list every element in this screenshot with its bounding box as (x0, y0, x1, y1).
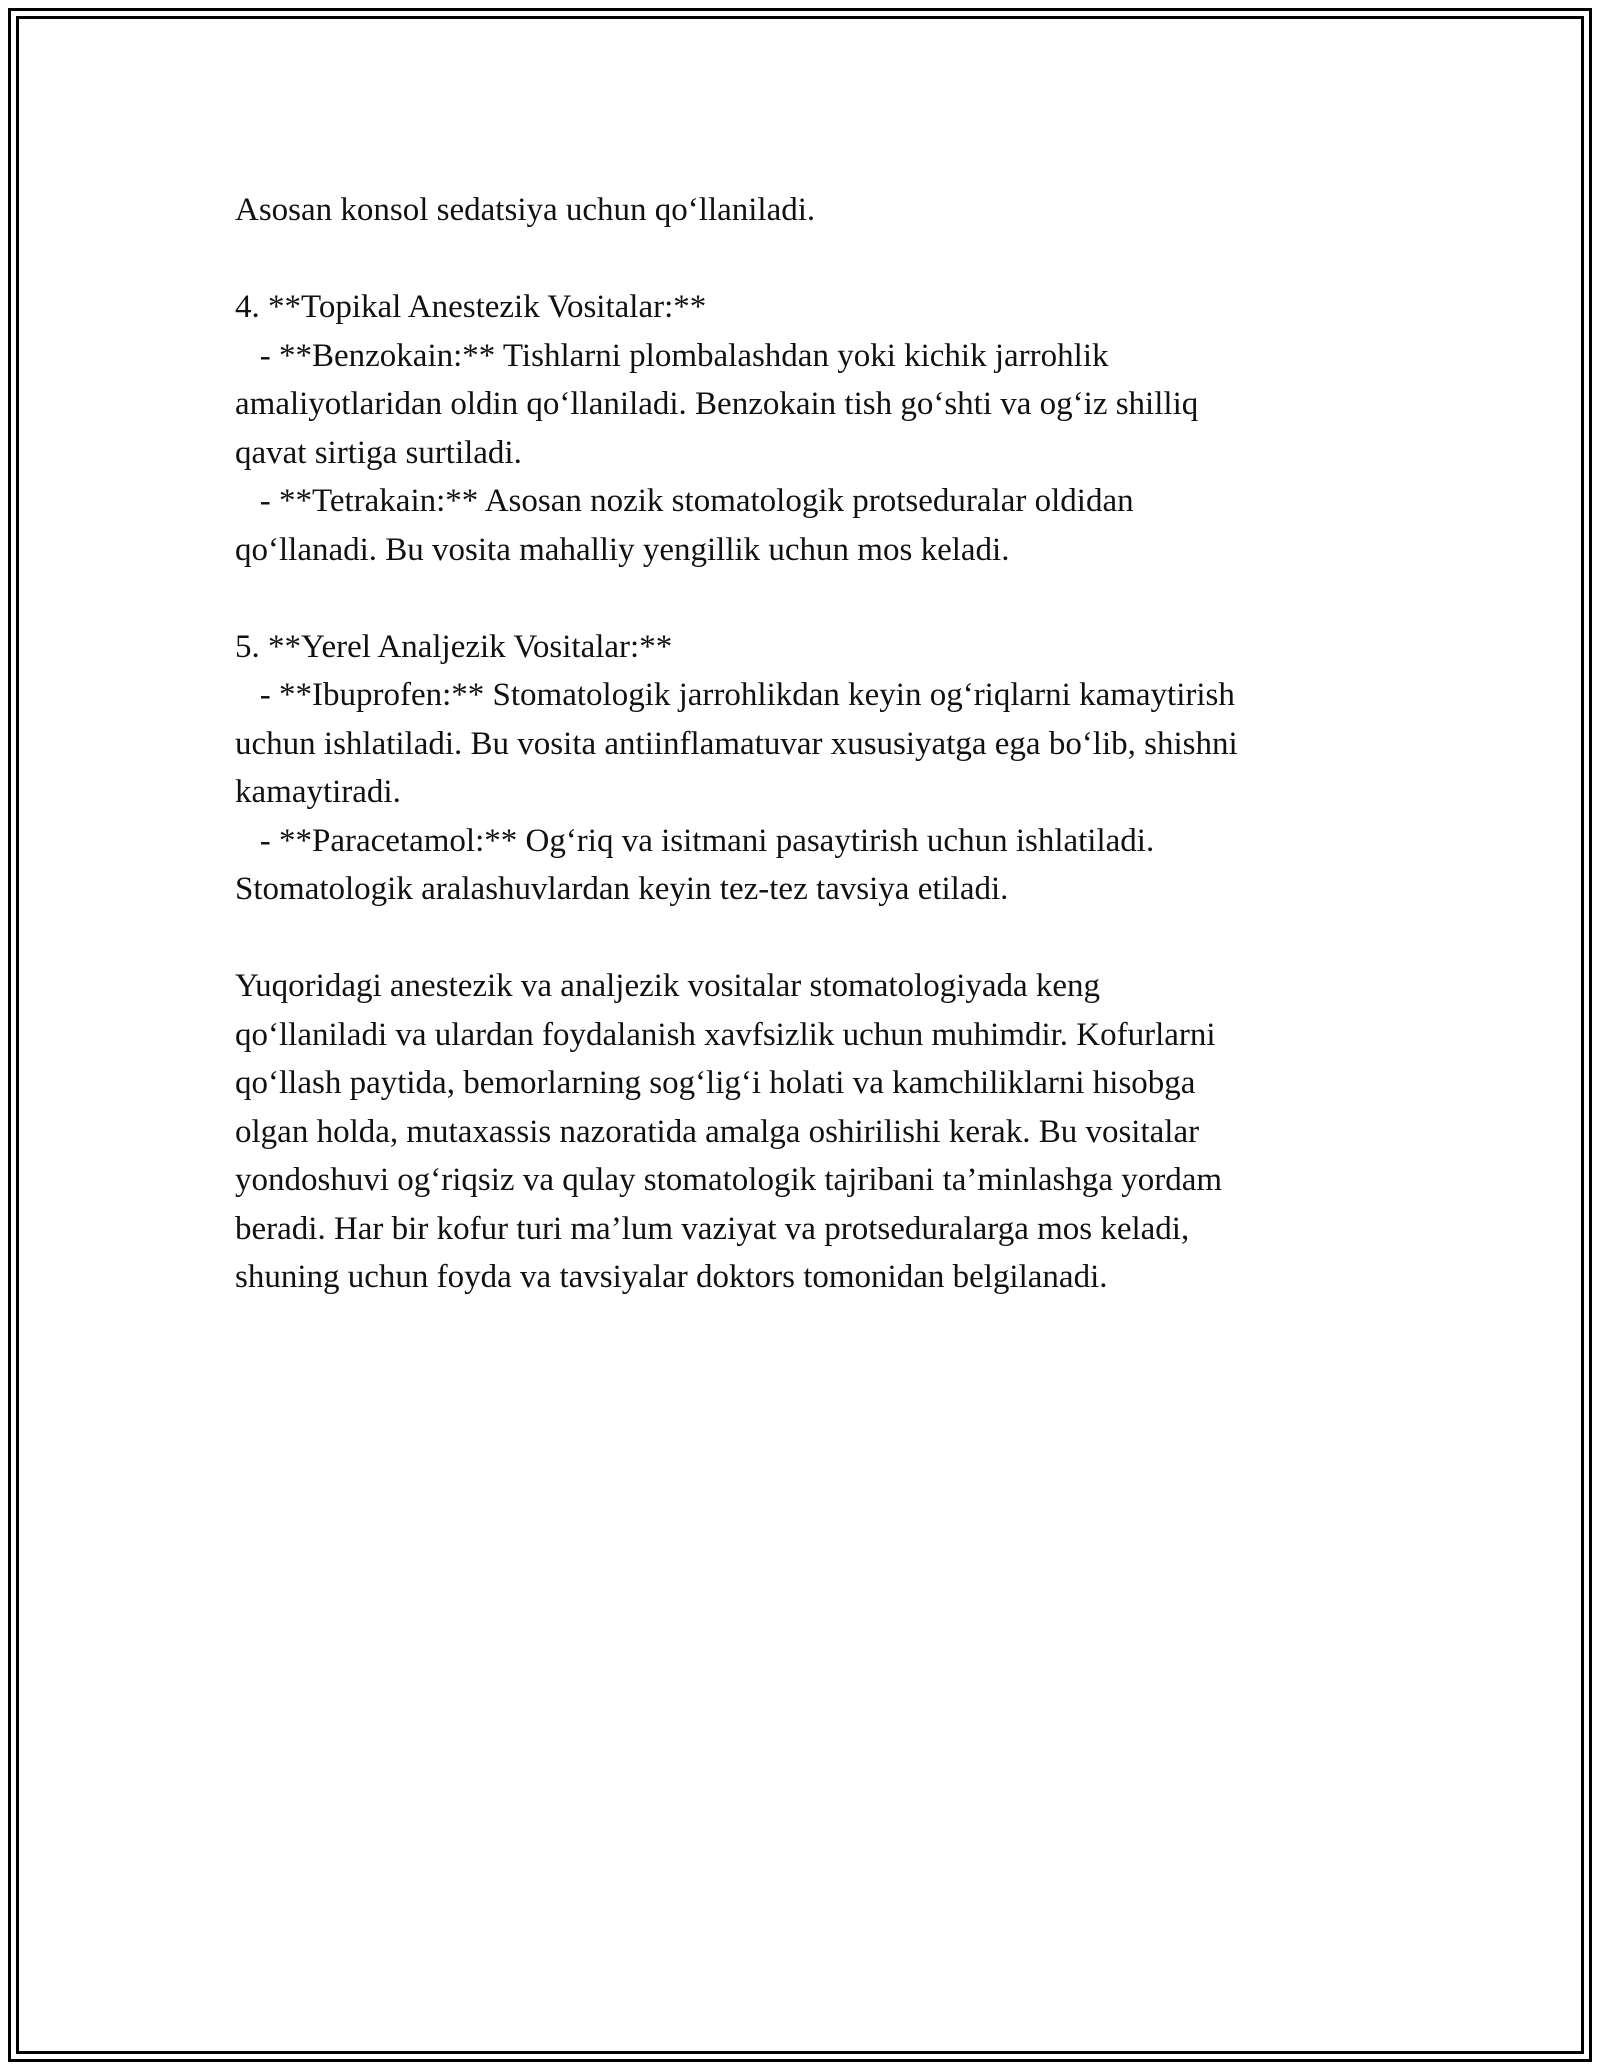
blank-line (235, 235, 1375, 284)
section-5-heading: 5. **Yerel Analjezik Vositalar:** (235, 628, 673, 665)
section-4-item-benzokain: - **Benzokain:** Tishlarni plombalashdan yoki kichik jarrohlik amaliyotlaridan oldin qo‘llaniladi. Benzokain tish go‘shti va og‘iz shilliq qavat sirtiga surtiladi. (235, 337, 1199, 471)
intro-line: Asosan konsol sedatsiya uchun qo‘llaniladi. (235, 192, 816, 228)
section-4-item-tetrakain: - **Tetrakain:** Asosan nozik stomatologik protseduralar oldidan qo‘llanadi. Bu vosita mahalliy yengillik uchun mos keladi. (235, 483, 1134, 568)
section-5-item-paracetamol: - **Paracetamol:** Og‘riq va isitmani pasaytirish uchun ishlatiladi. Stomatologik aralashuvlardan keyin tez-tez tavsiya etiladi. (235, 822, 1155, 907)
blank-line (235, 914, 1375, 963)
conclusion-paragraph: Yuqoridagi anestezik va analjezik vositalar stomatologiyada keng qo‘llaniladi va ulardan foydalanish xavfsizlik uchun muhimdir. Kofurlarni qo‘llash paytida, bemorlarning sog‘lig‘i holati va kamchiliklarni hisobga olgan holda, mutaxassis nazoratida amalga oshirilishi kerak. Bu vositalar yondoshuvi og‘riqsiz va qulay stomatologik tajribani ta’minlashga yordam beradi. Har bir kofur turi ma’lum vaziyat va protseduralarga mos keladi, shuning uchun foyda va tavsiyalar doktors tomonidan belgilanadi. (235, 968, 1223, 1295)
document-body (235, 186, 1375, 1302)
section-5-item-ibuprofen: - **Ibuprofen:** Stomatologik jarrohlikdan keyin og‘riqlarni kamaytirish uchun ishlatiladi. Bu vosita antiinflamatuvar xususiyatga ega bo‘lib, shishni kamaytiradi. (235, 677, 1238, 810)
section-4-heading: 4. **Topikal Anestezik Vositalar:** (235, 289, 707, 325)
blank-line (235, 574, 1375, 623)
